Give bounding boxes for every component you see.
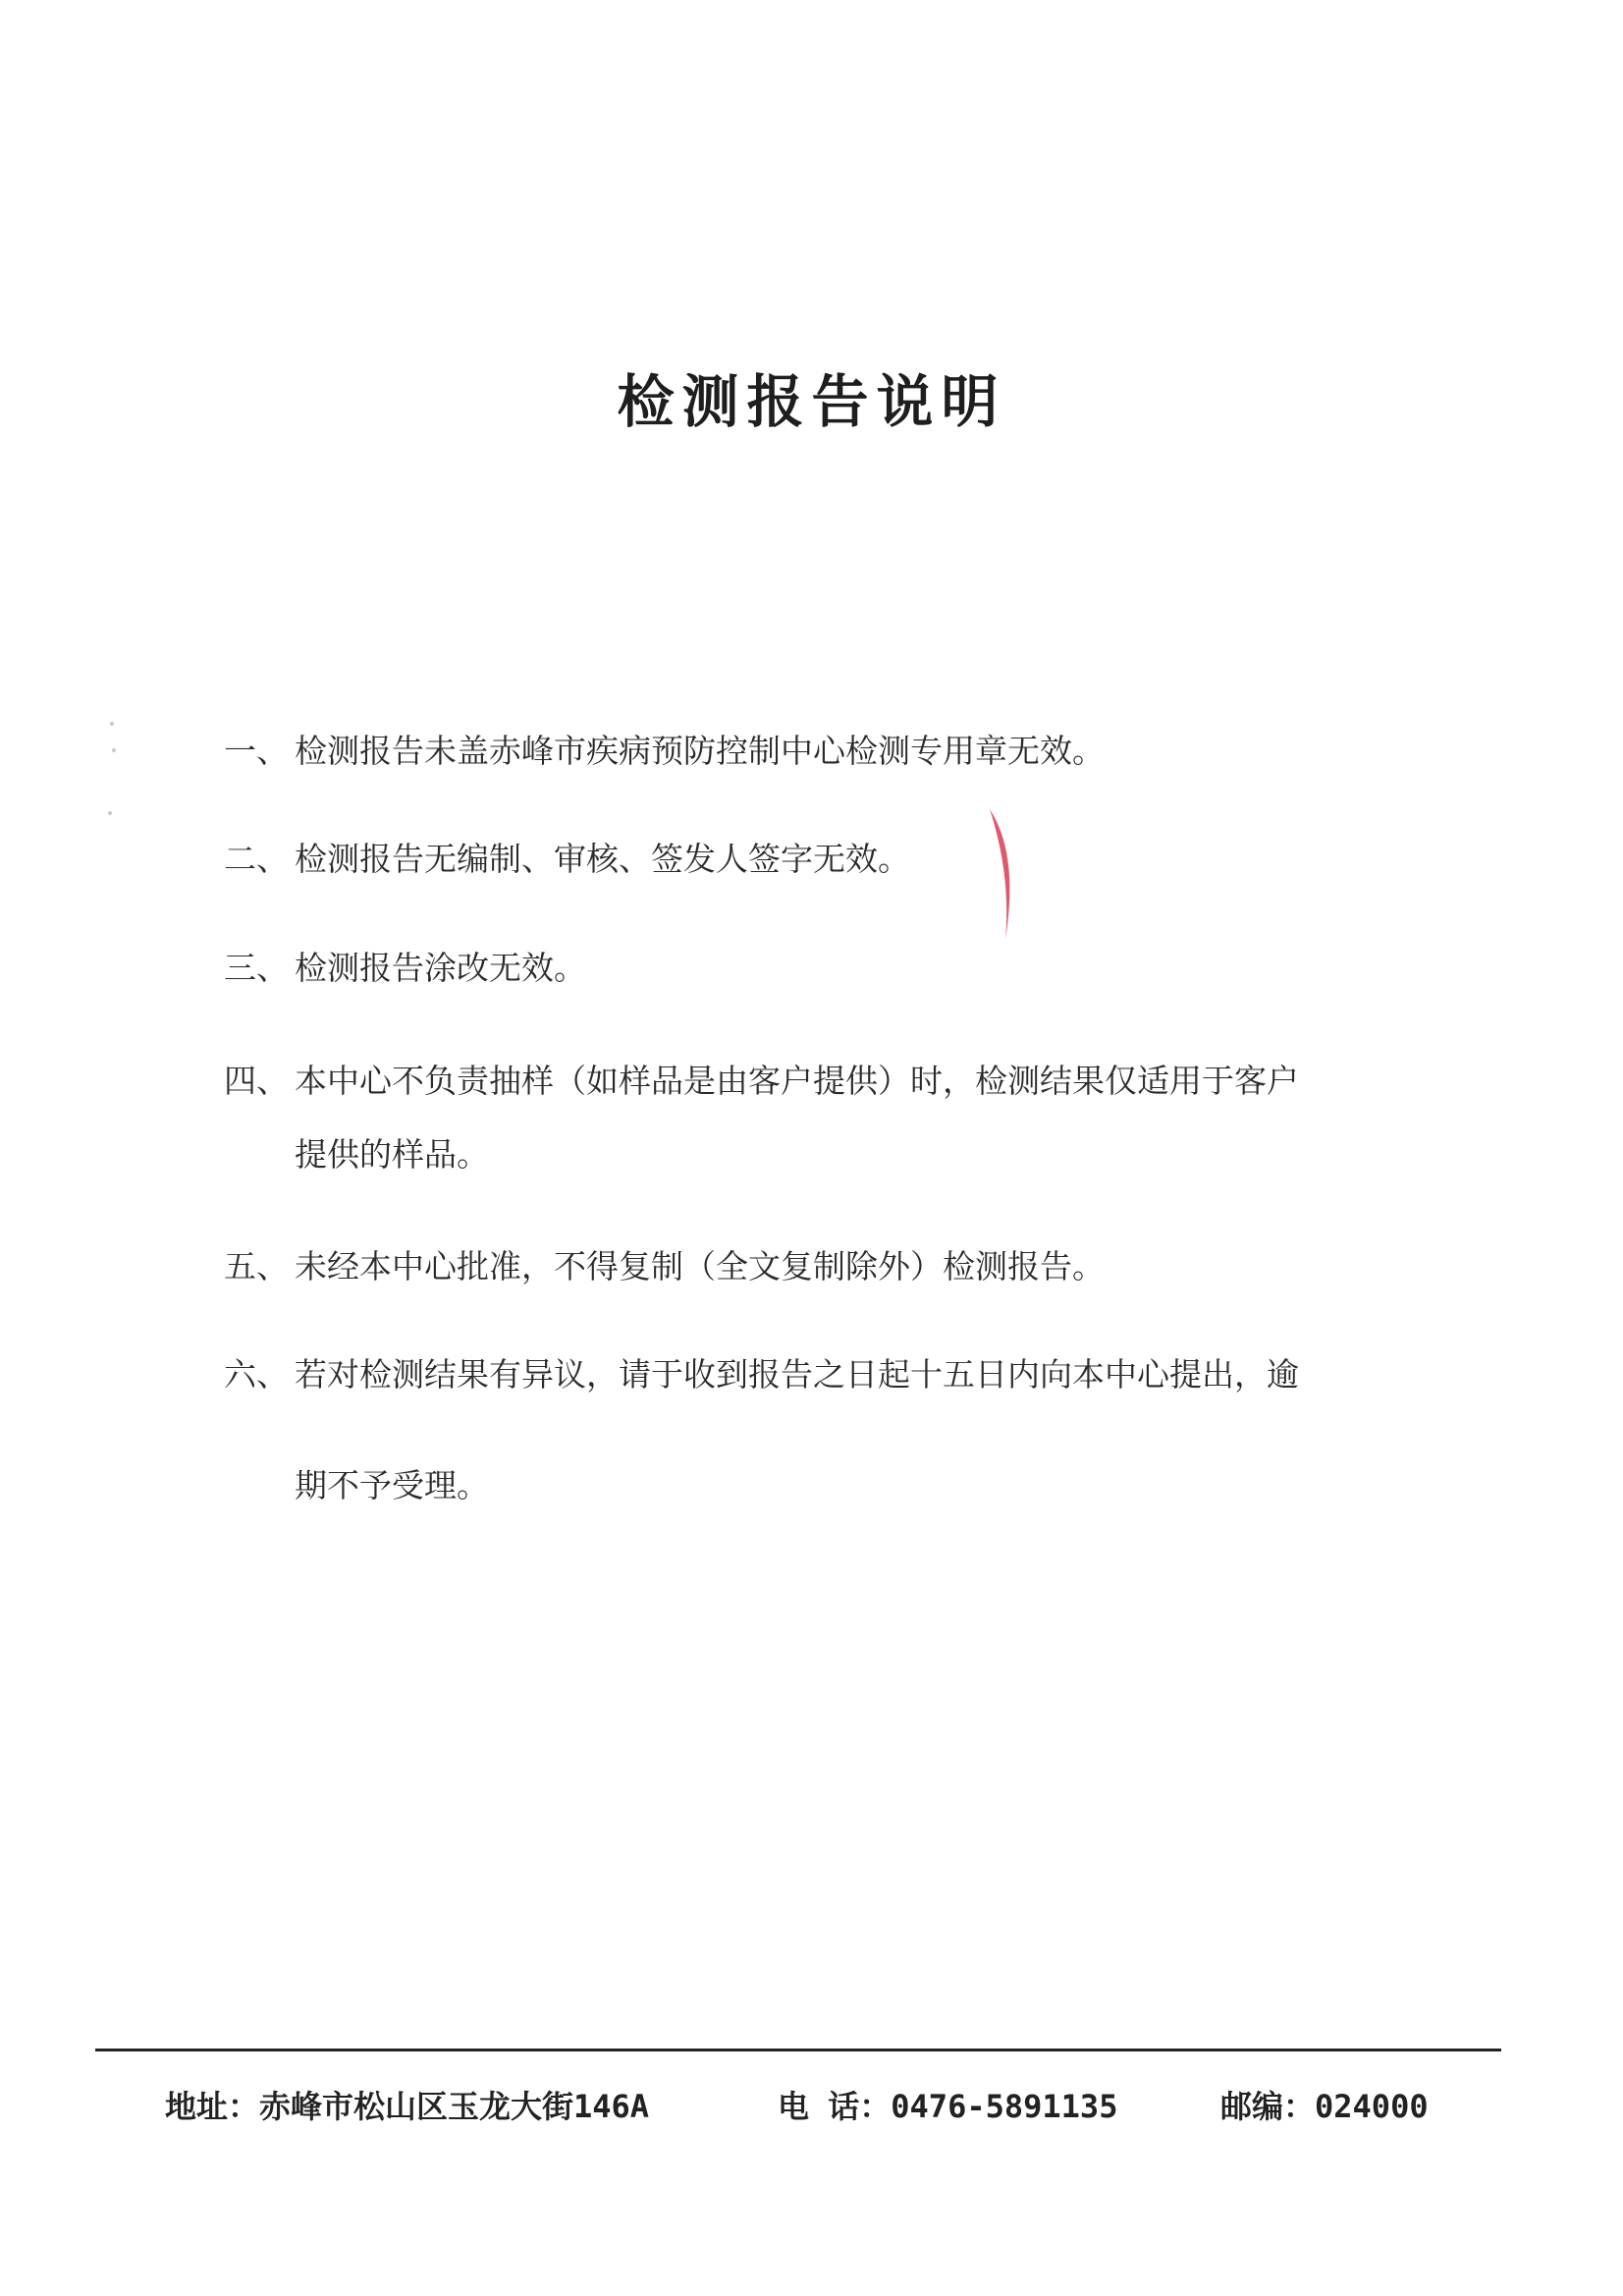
clause-text: 检测报告涂改无效。 — [295, 949, 586, 987]
clause-text: 若对检测结果有异议，请于收到报告之日起十五日内向本中心提出，逾 — [295, 1355, 1299, 1394]
clause-text: 未经本中心批准，不得复制（全文复制除外）检测报告。 — [295, 1247, 1105, 1285]
clause-number: 四、 — [224, 1062, 289, 1100]
clause-6-continuation: 期不予受理。 — [295, 1466, 489, 1504]
footer-phone: 电 话：0476-5891135 — [778, 2088, 1118, 2125]
clause-4 — [224, 1062, 1299, 1101]
document-title: 检测报告说明 — [617, 368, 1006, 435]
footer-postcode: 邮编：024000 — [1220, 2088, 1429, 2125]
scan-speck — [112, 748, 116, 752]
clause-3 — [224, 949, 586, 988]
clause-6 — [224, 1355, 1299, 1394]
clause-number: 二、 — [224, 840, 289, 878]
clause-1 — [224, 732, 1105, 771]
scan-speck — [110, 722, 114, 726]
clause-4-continuation: 提供的样品。 — [295, 1135, 489, 1174]
clause-number: 一、 — [224, 732, 289, 770]
clause-text: 检测报告无编制、审核、签发人签字无效。 — [295, 840, 910, 878]
clause-5 — [224, 1247, 1105, 1286]
clause-number: 三、 — [224, 949, 289, 987]
footer-divider — [95, 2049, 1501, 2051]
clause-2 — [224, 840, 910, 879]
clause-number: 五、 — [224, 1247, 289, 1285]
stamp-edge-stroke — [990, 809, 1009, 940]
clause-number: 六、 — [224, 1355, 289, 1394]
stamp-edge-mark — [986, 807, 1025, 945]
clause-text: 检测报告未盖赤峰市疾病预防控制中心检测专用章无效。 — [295, 732, 1105, 770]
scan-speck — [108, 811, 112, 815]
clause-text: 本中心不负责抽样（如样品是由客户提供）时，检测结果仅适用于客户 — [295, 1062, 1299, 1100]
footer-address: 地址：赤峰市松山区玉龙大街146A — [165, 2088, 650, 2125]
